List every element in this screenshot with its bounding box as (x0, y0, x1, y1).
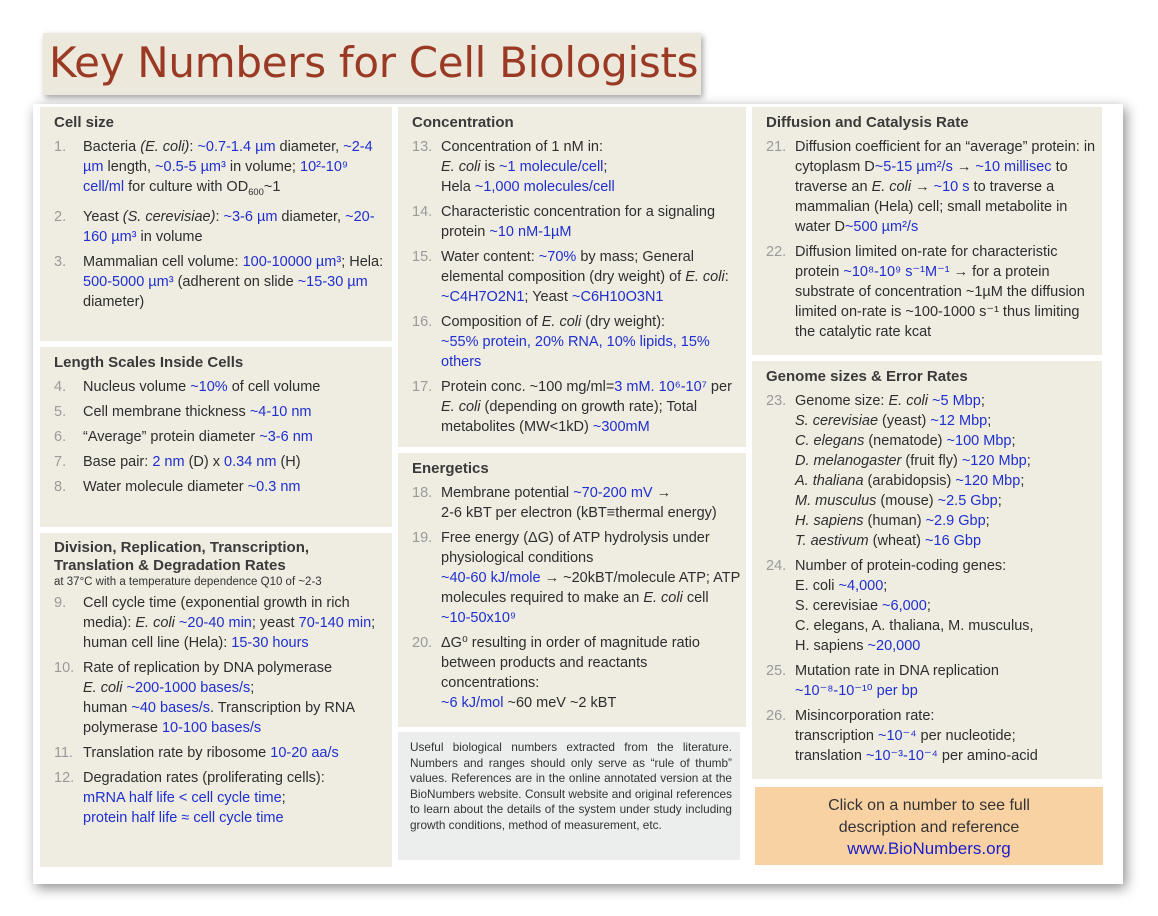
list-item: 2. Yeast (S. cerevisiae): ~3-6 µm diameter, ~20-160 µm³ in volume (54, 208, 375, 245)
value-link[interactable]: ~2-4 µm (83, 139, 373, 175)
list-item: 22. Diffusion limited on-rate for characteristic protein ~10⁸-10⁹ s⁻¹M⁻¹ → for a protein substrate of concentration ~1µM the diffusion limited on-rate is ~100-1000 s⁻¹ thus limiting the catalytic rate kcat (766, 244, 1085, 340)
value-link[interactable]: ~10% (190, 379, 228, 395)
list-item: 19. Free energy (ΔG) of ATP hydrolysis under physiological conditions ~40-60 kJ/mole → ~20kBT/molecule ATP; ATP molecules required to make an E. coli cell ~10-50x10⁹ (412, 530, 741, 626)
value-link[interactable]: 10²-10⁹ cell/ml (83, 159, 349, 195)
bionumbers-callout[interactable] (755, 787, 1103, 865)
section-heading: Genome sizes & Error Rates (766, 368, 968, 385)
list-item: 3. Mammalian cell volume: 100-10000 µm³; Hela: 500-5000 µm³ (adherent on slide ~15-30 µm diameter) (54, 253, 384, 310)
disclaimer-note: Useful biological numbers extracted from the literature. Numbers and ranges should only serve as “rule of thumb” values. References are in the online annotated version at the BioNumbers website. Consult website and original references to learn about the details of the system under study including growth conditions, method of measurement, etc. (398, 732, 740, 860)
value-link[interactable]: ~6,000 (882, 598, 927, 614)
value-link[interactable]: ~20-160 µm³ (83, 208, 375, 245)
list-item: 5. Cell membrane thickness ~4-10 nm (54, 404, 312, 420)
value-link[interactable]: ~10⁻³-10⁻⁴ (865, 748, 938, 764)
value-link[interactable]: ~1 molecule/cell (499, 159, 604, 175)
value-link[interactable]: ~10-50x10⁹ (441, 610, 517, 626)
list-item: 24. Number of protein-coding genes: E. coli ~4,000; S. cerevisiae ~6,000; C. elegans, A. thaliana, M. musculus, H. sapiens ~20,000 (766, 558, 1034, 654)
section-cell-size (40, 107, 392, 341)
value-link[interactable]: ~0.7-1.4 µm (197, 139, 276, 155)
value-link[interactable]: ~0.3 nm (247, 479, 301, 495)
list-item: 23. Genome size: E. coli ~5 Mbp; S. cerevisiae (yeast) ~12 Mbp; C. elegans (nematode) ~100 Mbp; D. melanogaster (fruit fly) ~120 Mbp; A. thaliana (arabidopsis) ~120 Mbp; M. musculus (mouse) ~2.5 Gbp; H. sapiens (human) ~2.9 Gbp; T. aestivum (wheat) ~16 Gbp (766, 393, 1031, 549)
section-division-rates (40, 533, 392, 867)
list-item: 4. Nucleus volume ~10% of cell volume (54, 379, 321, 395)
list-item: 12. Degradation rates (proliferating cells): mRNA half life < cell cycle time; protein half life ≈ cell cycle time (54, 770, 325, 826)
section-genome (752, 361, 1102, 779)
value-link[interactable]: ~10 nM-1µM (489, 224, 572, 240)
value-link[interactable]: ~500 µm²/s (844, 219, 919, 235)
value-link[interactable]: ~2.5 Gbp (937, 493, 998, 509)
value-link[interactable]: ~5-15 µm²/s (874, 159, 953, 175)
list-item: 15. Water content: ~70% by mass; General elemental composition (dry weight) of E. coli: ~C4H7O2N1; Yeast ~C6H10O3N1 (412, 249, 729, 305)
value-link[interactable]: ~40 bases/s (131, 700, 210, 716)
value-link[interactable]: ~0.5-5 µm³ (155, 159, 226, 175)
value-link[interactable]: 0.34 nm (224, 454, 277, 470)
title-banner (43, 33, 701, 95)
list-item: 13. Concentration of 1 nM in: E. coli is ~1 molecule/cell; Hela ~1,000 molecules/cell (412, 139, 615, 195)
value-link[interactable]: ~10⁻⁸-10⁻¹⁰ per bp (795, 683, 918, 699)
list-item: 25. Mutation rate in DNA replication ~10⁻⁸-10⁻¹⁰ per bp (766, 663, 999, 699)
value-link[interactable]: ~3-6 µm (223, 208, 278, 225)
section-heading: Energetics (412, 460, 489, 477)
list-item: 9. Cell cycle time (exponential growth in rich media): E. coli ~20-40 min; yeast 70-140 min; human cell line (Hela): 15-30 hours (54, 595, 376, 651)
section-subheading: at 37°C with a temperature dependence Q10 of ~2-3 (54, 576, 322, 588)
list-item: 20. ΔG⁰ resulting in order of magnitude ratio between products and reactants concentrations: ~6 kJ/mol ~60 meV ~2 kBT (412, 635, 700, 711)
value-link[interactable]: ~300mM (592, 419, 650, 435)
value-link[interactable]: ~16 Gbp (925, 533, 982, 549)
value-link[interactable]: 10-100 bases/s (161, 720, 262, 736)
list-item: 18. Membrane potential ~70-200 mV → 2-6 kBT per electron (kBT≡thermal energy) (412, 485, 717, 521)
list-item: 1. Bacteria (E. coli): ~0.7-1.4 µm diameter, ~2-4 µm length, ~0.5-5 µm³ in volume; 10²-10⁹ cell/ml for culture with $OD_{600}\sim 1$ (54, 139, 373, 197)
section-concentration (398, 107, 746, 447)
list-item: 7. Base pair: 2 nm (D) x 0.34 nm (H) (54, 454, 301, 470)
value-link[interactable]: ~12 Mbp (930, 413, 988, 429)
section-heading: Length Scales Inside Cells (54, 354, 244, 371)
value-link[interactable]: ~1,000 molecules/cell (474, 179, 615, 195)
value-link[interactable]: ~200-1000 bases/s (126, 680, 251, 696)
value-link[interactable]: ~10⁸-10⁹ s⁻¹M⁻¹ (843, 264, 950, 280)
value-link[interactable]: ~120 Mbp (961, 453, 1027, 469)
value-link[interactable]: ~40-60 kJ/mole (441, 570, 541, 586)
section-energetics (398, 453, 746, 727)
value-link[interactable]: protein half life ≈ cell cycle time (83, 810, 284, 826)
value-link[interactable]: 10-20 aa/s (270, 745, 339, 761)
callout-line: description and reference (838, 818, 1020, 836)
value-link[interactable]: ~2.9 Gbp (925, 513, 986, 529)
list-item: 14. Characteristic concentration for a signaling protein ~10 nM-1µM (412, 204, 716, 240)
value-link[interactable]: ~10 millisec (975, 159, 1052, 175)
section-heading: Division, Replication, Transcription, Translation & Degradation Rates (54, 539, 310, 574)
section-length-scales (40, 347, 392, 527)
value-link[interactable]: 2 nm (152, 454, 185, 470)
value-link[interactable]: ~5 Mbp (932, 393, 981, 409)
list-item: 6. “Average” protein diameter ~3-6 nm (54, 429, 313, 445)
value-link[interactable]: ~C4H7O2N1 (441, 289, 525, 305)
value-link[interactable]: 500-5000 µm³ (83, 273, 174, 290)
value-link[interactable]: ~120 Mbp (955, 473, 1021, 489)
section-diffusion (752, 107, 1102, 355)
value-link[interactable]: 15-30 hours (231, 635, 309, 651)
value-link[interactable]: ~70-200 mV (573, 485, 653, 501)
callout-line: Click on a number to see full (828, 797, 1030, 814)
value-link[interactable]: ~20,000 (867, 638, 921, 654)
value-link[interactable]: 3 mM. 10⁶-10⁷ (614, 379, 707, 395)
value-link[interactable]: ~4-10 nm (249, 404, 312, 420)
bionumbers-link[interactable]: www.BioNumbers.org (847, 839, 1011, 858)
value-link[interactable]: ~55% protein, 20% RNA, 10% lipids, 15% others (441, 334, 710, 370)
section-heading: Cell size (54, 114, 115, 131)
value-link[interactable]: 70-140 min (298, 615, 372, 631)
value-link[interactable]: ~10⁻⁴ (878, 728, 917, 744)
list-item: 11. Translation rate by ribosome 10-20 aa/s (54, 745, 339, 761)
page-title: Key Numbers for Cell Biologists (49, 38, 699, 87)
value-link[interactable]: ~10 s (933, 179, 970, 195)
section-heading: Concentration (412, 114, 514, 131)
section-heading: Diffusion and Catalysis Rate (766, 114, 969, 131)
value-link[interactable]: ~4,000 (838, 578, 884, 594)
value-link[interactable]: ~3-6 nm (259, 429, 313, 445)
value-link[interactable]: ~6 kJ/mol (441, 695, 504, 711)
list-item: 8. Water molecule diameter ~0.3 nm (54, 479, 301, 495)
value-link[interactable]: ~C6H10O3N1 (572, 289, 664, 305)
value-link[interactable]: ~20-40 min (178, 615, 252, 631)
list-item: 10. Rate of replication by DNA polymerase E. coli ~200-1000 bases/s; human ~40 bases/s. Transcription by RNA polymerase 10-100 bases/s (54, 660, 355, 736)
value-link[interactable]: mRNA half life < cell cycle time (83, 790, 282, 806)
value-link[interactable]: 100-10000 µm³ (242, 253, 342, 270)
value-link[interactable]: ~15-30 µm (297, 273, 368, 290)
list-item: 17. Protein conc. ~100 mg/ml=3 mM. 10⁶-10⁷ per E. coli (depending on growth rate); Total metabolites (MW<1kD) ~300mM (412, 379, 732, 435)
list-item: 21. Diffusion coefficient for an “average” protein: in cytoplasm D~5-15 µm²/s → ~10 millisec to traverse an E. coli → ~10 s to traverse a mammalian (Hela) cell; small metabolite in water D~500 µm²/s (766, 139, 1096, 235)
value-link[interactable]: ~70% (538, 249, 577, 265)
list-item: 26. Misincorporation rate: transcription ~10⁻⁴ per nucleotide; translation ~10⁻³-10⁻⁴ per amino-acid (766, 708, 1038, 764)
list-item: 16. Composition of E. coli (dry weight): ~55% protein, 20% RNA, 10% lipids, 15% others (412, 314, 710, 370)
value-link[interactable]: ~100 Mbp (946, 433, 1012, 449)
